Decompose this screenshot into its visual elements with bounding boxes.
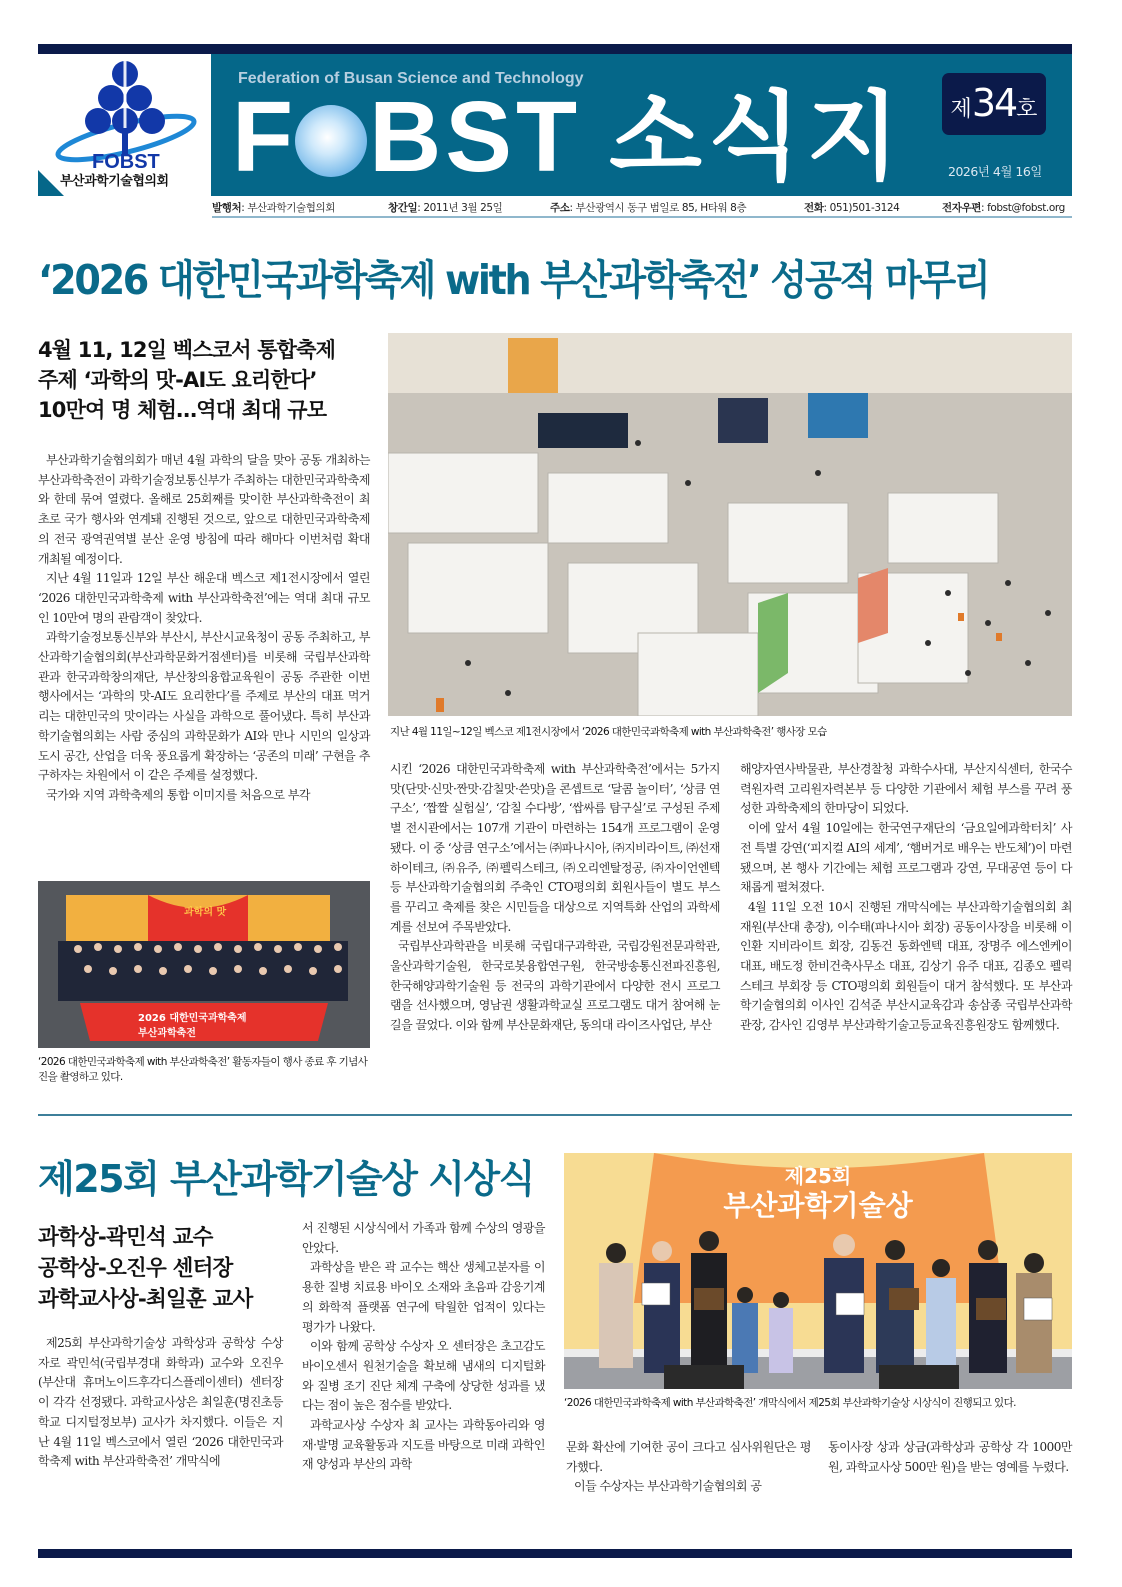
publisher-info: 발행처: 부산과학기술협의회 [212, 202, 335, 214]
svg-text:부산과학축전: 부산과학축전 [138, 1028, 196, 1039]
title-korean: 소식지 [609, 81, 906, 193]
svg-text:과학의 맛: 과학의 맛 [184, 907, 227, 918]
issue-date: 2026년 4월 16일 [948, 164, 1042, 179]
subhead-line: 과학교사상-최일훈 교사 [38, 1287, 253, 1312]
fobst-logo-icon [48, 58, 202, 173]
svg-text:부산과학기술상: 부산과학기술상 [723, 1189, 913, 1222]
subhead-line: 주제 ‘과학의 맛-AI도 요리한다’ [38, 368, 317, 392]
article1-column-1: 부산과학기술협의회가 매년 4월 과학의 달을 맞아 공동 개최하는 부산과학축전이 과학기술정보통신부가 주최하는 대한민국과학축제와 한데 묶여 열렸다. 올해로 25회째를 맞이한 부산과학축전이 최초로 국가 행사와 연계돼 진행된 것으로, 앞으로 대한민국과학축제의 전국 광역권역별 분산 운영 방침에 따라 해마다 이번처럼 확대 개최될 예정이다. 지난 4월 11일과 12일 부산 해운대 벡스코 제1전시장에서 열린 ‘2026 대한민국과학축제 with 부산과학축전’에는 역대 최대 규모인 10만여 명의 관람객이 찾았다. 과학기술정보통신부와 부산시, 부산시교육청이 공동 주최하고, 부산과학기술협의회(부산과학문화거점센터)를 비롯해 국립부산과학관과 한국과학창의재단, 부산창의융합교육원이 공동 주관한 이번 행사에서는 ‘과학의 맛-AI도 요리한다’를 주제로 부산의 대표 먹거리는 대한민국의 맛이라는 사실을 과학으로 풀어냈다. 특히 부산과학기술협의회는 사람 중심의 과학문화가 AI와 만나 시민의 일상과 도시 공간, 산업을 더욱 풍요롭게 확장하는 ‘공존의 미래’ 구현을 추구하자는 차원에서 이 같은 주제를 설정했다. 국가와 지역 과학축제의 통합 이미지를 처음으로 부각 [38, 453, 371, 802]
fobst-logo [38, 54, 211, 196]
issue-number-badge [942, 73, 1046, 135]
group-photo-caption: ‘2026 대한민국과학축제 with 부산과학축전’ 활동자들이 행사 종료 후 기념사진을 촬영하고 있다. [38, 1056, 368, 1083]
article2-column-4: 동이사장 상과 상금(과학상과 공학상 각 1000만 원, 과학교사상 500만 원)을 받는 영예를 누렸다. [828, 1440, 1072, 1474]
issue-prefix: 제 [950, 97, 972, 122]
title-letters-bst: BST [369, 81, 582, 193]
org-english-name: Federation of Busan Science and Technology [238, 70, 584, 87]
article1-headline: ‘2026 대한민국과학축제 with 부산과학축전’ 성공적 마무리 [38, 256, 989, 304]
award-ceremony-photo [564, 1153, 1072, 1389]
article2-column-2: 서 진행된 시상식에서 가족과 함께 수상의 영광을 안았다. 과학상을 받은 곽 교수는 핵산 생체고분자를 이용한 질병 치료용 바이오 소재와 초음파 감응기계의 화학적 플랫폼 연구에 탁월한 업적이 있다는 평가가 나왔다. 이와 함께 공학상 수상자 오 센터장은 초고감도 바이오센서 원천기술을 확보해 냄새의 디지털화와 질병 조기 진단 체계 구축에 상당한 성과를 냈다는 점이 높은 점수를 받았다. 과학교사상 수상자 최 교사는 과학동아리와 영재·발명 교육활동과 지도를 바탕으로 미래 과학인재 양성과 부산의 과학 [302, 1221, 545, 1472]
article1-column-2: 시킨 ‘2026 대한민국과학축제 with 부산과학축전’에서는 5가지 맛(단맛·신맛·짠맛·감칠맛·쓴맛)을 콘셉트로 ‘달콤 놀이터’, ‘상큼 연구소’, ‘짭짤 실험실’, ‘감칠 수다방’, ‘쌉싸름 탐구실’로 구성된 주제별 전시관에서는 107개 기관이 마련하는 154개 프로그램이 운영됐다. 이 중 ‘상큼 연구소’에서는 ㈜파나시아, ㈜지비라이트, ㈜선재하이테크, ㈜유주, ㈜펠릭스테크, ㈜오리엔탈정공, ㈜자이언엔텍 등 부산과학기술협의회 주축인 CTO평의회 회원사들이 별도 부스를 꾸리고 축제를 찾은 시민들을 대상으로 지역특화 산업의 과학세계를 선보여 주목받았다. 국립부산과학관을 비롯해 국립대구과학관, 국립강원전문과학관, 울산과학기술원, 한국로봇융합연구원, 한국방송통신전파진흥원, 한국해양과학기술원 등 전국의 과학기관에서 다양한 전시 프로그램을 선사했으며, 영남권 생활과학교실 프로그램도 대거 참여해 눈길을 끌었다. 이와 함께 부산문화재단, 동의대 라이즈사업단, 부산 [390, 762, 720, 1033]
expo-hall-photo [388, 333, 1072, 716]
top-rule [38, 44, 1072, 54]
issue-number: 34 [971, 81, 1017, 125]
logo-subtitle: 부산과학기술협의회 [60, 174, 169, 189]
volunteers-group-photo [38, 881, 370, 1048]
issue-suffix: 호 [1016, 97, 1038, 122]
award-photo-illustration [564, 1153, 1072, 1389]
article2-subheads [38, 1222, 298, 1315]
subhead-line: 과학상-곽민석 교수 [38, 1225, 213, 1250]
section-divider [38, 1114, 1072, 1116]
svg-text:FOBST: FOBST [92, 151, 160, 173]
email-info[interactable]: 전자우편: fobst@fobst.org [942, 202, 1065, 214]
article2-column-3: 문화 확산에 기여한 공이 크다고 심사위원단은 평가했다. 이들 수상자는 부산과학기술협의회 공 [566, 1440, 811, 1494]
masthead [38, 54, 1072, 196]
subhead-line: 4월 11, 12일 벡스코서 통합축제 [38, 338, 336, 362]
article1-column-3: 해양자연사박물관, 부산경찰청 과학수사대, 부산지식센터, 한국수력원자력 고리원자력본부 등 다양한 기관에서 체험 부스를 꾸려 풍성한 과학축제의 한마당이 되었다. 이에 앞서 4월 10일에는 한국연구재단의 ‘금요일에과학터치’ 사전 특별 강연(‘피지컬 AI의 세계’, ‘햄버거로 배우는 반도체’)이 마련됐으며, 본 행사 기간에는 체험 프로그램과 강연, 무대공연 등이 다채롭게 펼쳐졌다. 4월 11일 오전 10시 진행된 개막식에는 부산과학기술협의회 최재원(부산대 총장), 이수태(파나시아 회장) 공동이사장을 비롯해 이인환 지비라이트 회장, 김동건 동화엔텍 대표, 장명주 에스엔케이 대표, 배도정 한비건축사무소 대표, 김상기 유주 대표, 김종오 펠릭스테크 부회장 등 CTO평의회 회원들이 대거 참석했다. 또 부산과학기술협의회 이사인 김석준 부산시교육감과 송삼종 국립부산과학관장, 감사인 김영부 부산과학기술고등교육진흥원장도 함께했다. [740, 762, 1072, 1033]
subhead-line: 10만여 명 체험…역대 최대 규모 [38, 398, 327, 422]
svg-text:제25회: 제25회 [784, 1164, 852, 1188]
bottom-rule [38, 1549, 1072, 1558]
award-photo-caption: ‘2026 대한민국과학축제 with 부산과학축전’ 개막식에서 제25회 부산과학기술상 시상식이 진행되고 있다. [564, 1397, 1016, 1409]
logo-corner-accent [38, 170, 64, 196]
expo-hall-illustration [388, 333, 1072, 716]
article2-headline: 제25회 부산과학기술상 시상식 [38, 1157, 534, 1201]
founded-info: 창간일: 2011년 3월 25일 [388, 202, 503, 214]
article2-column-1: 제25회 부산과학기술상 과학상과 공학상 수상자로 곽민석(국립부경대 화학과) 교수와 오진우(부산대 휴머노이드후각디스플레이센터) 센터장이 각각 선정됐다. 과학교사상은 최일훈(명진초등학교 디지털정보부) 교사가 차지했다. 이들은 지난 4월 11일 벡스코에서 열린 ‘2026 대한민국과학축제 with 부산과학축전’ 개막식에 [38, 1336, 283, 1469]
address-info: 주소: 부산광역시 동구 범일로 85, H타워 8층 [550, 202, 747, 214]
group-photo-illustration [38, 881, 370, 1048]
newsletter-title [232, 82, 905, 192]
title-letter-f: F [232, 81, 294, 193]
publication-info-bar [212, 197, 1072, 218]
expo-photo-caption: 지난 4월 11일~12일 벡스코 제1전시장에서 ‘2026 대한민국과학축제 with 부산과학축전’ 행사장 모습 [390, 726, 827, 738]
globe-orb-icon [295, 105, 367, 177]
subhead-line: 공학상-오진우 센터장 [38, 1256, 233, 1281]
svg-text:2026 대한민국과학축제: 2026 대한민국과학축제 [138, 1013, 247, 1024]
article1-subheads [38, 335, 378, 425]
phone-info: 전화: 051)501-3124 [804, 202, 900, 214]
